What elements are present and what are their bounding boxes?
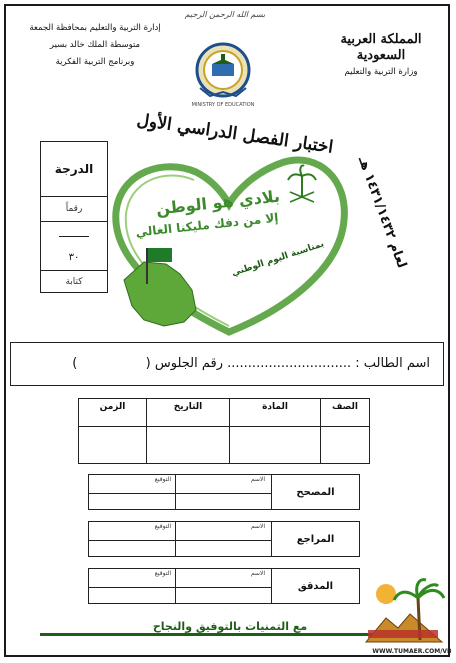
student-name-field[interactable]: .............................. bbox=[227, 356, 352, 371]
cell-time[interactable] bbox=[79, 427, 147, 464]
header-subject: المادة bbox=[230, 399, 321, 427]
admin-line-3: وبرنامج التربية الفكرية bbox=[55, 57, 135, 67]
auditor-name-label: الاسم bbox=[250, 570, 265, 577]
grade-box bbox=[40, 141, 108, 293]
header-date: التاريخ bbox=[147, 399, 230, 427]
grade-written-label: كتابة bbox=[65, 277, 83, 287]
auditor-label: المدقق bbox=[271, 569, 359, 603]
auditor-name[interactable] bbox=[175, 569, 271, 603]
auditor-sign-label: التوقيع bbox=[154, 570, 171, 577]
saudi-map-icon bbox=[124, 262, 196, 326]
ministry-logo-icon bbox=[190, 40, 256, 102]
slogan-main: بلادي هو الوطن bbox=[155, 186, 281, 219]
footer-divider bbox=[40, 633, 380, 636]
grade-numeric-label: رقماً bbox=[41, 197, 107, 222]
kingdom-name: المملكة العربية السعودية bbox=[340, 32, 422, 63]
kingdom-header bbox=[322, 32, 440, 78]
admin-line-1: إدارة التربية والتعليم بمحافظة الجمعة bbox=[29, 23, 161, 33]
reviewer-name[interactable] bbox=[175, 522, 271, 556]
corrector-signature[interactable] bbox=[89, 475, 177, 509]
slogan-occasion: بمناسبة اليوم الوطني bbox=[230, 239, 326, 279]
subject-table bbox=[78, 398, 370, 464]
site-watermark: WWW.TUMAER.COM/VB bbox=[372, 648, 452, 655]
student-info-line bbox=[20, 356, 430, 371]
student-name-label: اسم الطالب : bbox=[355, 356, 430, 371]
cell-date[interactable] bbox=[147, 427, 230, 464]
reviewer-label: المراجع bbox=[271, 522, 359, 556]
reviewer-signature[interactable] bbox=[89, 522, 177, 556]
corrector-sign-label: التوقيع bbox=[154, 476, 171, 483]
logo-caption: MINISTRY OF EDUCATION bbox=[191, 102, 255, 108]
subject-table-header-row bbox=[79, 399, 370, 427]
reviewer-sign-label: التوقيع bbox=[154, 523, 171, 530]
corrector-label: المصحح bbox=[271, 475, 359, 509]
grade-max-value: ٣٠ bbox=[68, 251, 80, 263]
footer-wishes: مع التمنيات بالتوفيق والنجاح bbox=[152, 620, 308, 633]
exam-title: اختبار الفصل الدراسي الأول bbox=[135, 110, 335, 158]
admin-line-2: متوسطة الملك خالد بسير bbox=[49, 40, 141, 50]
grade-header: الدرجة bbox=[41, 142, 107, 197]
header-class: الصف bbox=[321, 399, 370, 427]
palm-emblem bbox=[288, 165, 316, 202]
palm-tree-logo-icon bbox=[362, 574, 446, 646]
cell-class[interactable] bbox=[321, 427, 370, 464]
slogan-sub: إلا من دفك مليكنا الغالي bbox=[134, 210, 280, 240]
auditor-box bbox=[88, 568, 360, 604]
seat-paren-close: ) bbox=[72, 356, 78, 371]
grade-max bbox=[41, 222, 107, 271]
administration-header bbox=[20, 22, 170, 74]
corrector-box bbox=[88, 474, 360, 510]
fraction-bar bbox=[59, 236, 89, 237]
reviewer-name-label: الاسم bbox=[250, 523, 265, 530]
basmala: بسم الله الرحمن الرحيم bbox=[184, 10, 266, 19]
header-time: الزمن bbox=[79, 399, 147, 427]
seat-number-label: رقم الجلوس bbox=[154, 356, 223, 371]
reviewer-box bbox=[88, 521, 360, 557]
corrector-name[interactable] bbox=[175, 475, 271, 509]
ministry-name: وزارة التربية والتعليم bbox=[344, 67, 418, 77]
exam-year: لعام ١٤٣١/١٤٣٢ هـ bbox=[354, 154, 410, 271]
subject-table-value-row bbox=[79, 427, 370, 464]
cell-subject[interactable] bbox=[230, 427, 321, 464]
auditor-signature[interactable] bbox=[89, 569, 177, 603]
corrector-name-label: الاسم bbox=[250, 476, 265, 483]
saudi-flag-icon bbox=[148, 248, 172, 262]
seat-paren-open: ( bbox=[145, 356, 151, 371]
